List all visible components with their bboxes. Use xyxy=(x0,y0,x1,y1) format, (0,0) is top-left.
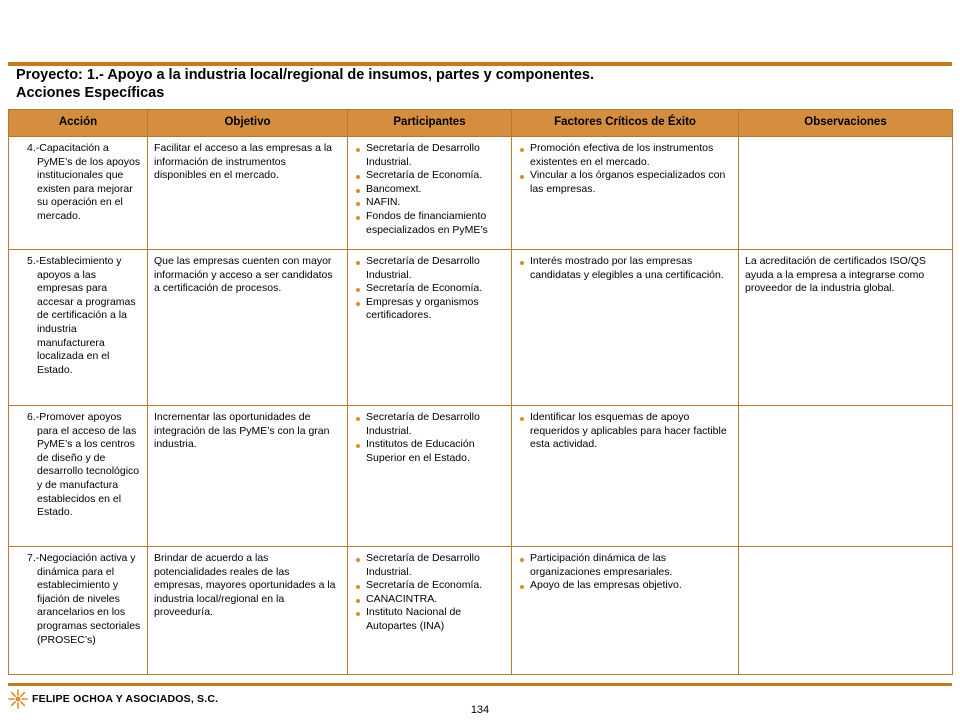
list-item: Empresas y organismos certificadores. xyxy=(366,296,505,323)
bullet-dot-icon xyxy=(520,558,524,562)
list-item: Secretaría de Economía. xyxy=(366,169,505,183)
column-header-factores: Factores Críticos de Éxito xyxy=(512,110,739,137)
observaciones-cell xyxy=(739,547,953,675)
bullet-dot-icon xyxy=(520,175,524,179)
accion-cell: 4.-Capacitación a PyME’s de los apoyos institucionales que existen para mejorar su operación en el mercado. xyxy=(9,137,148,250)
column-header-observaciones: Observaciones xyxy=(739,110,953,137)
bullet-dot-icon xyxy=(520,261,524,265)
section-subtitle: Acciones Específicas xyxy=(16,85,165,101)
participantes-cell xyxy=(348,137,512,250)
bullet-dot-icon xyxy=(356,444,360,448)
observaciones-cell xyxy=(739,137,953,250)
list-item: Participación dinámica de las organizaciones empresariales. xyxy=(530,552,732,579)
list-item: Secretaría de Desarrollo Industrial. xyxy=(366,142,505,169)
bullet-dot-icon xyxy=(520,417,524,421)
participantes-cell xyxy=(348,406,512,547)
list-item: Secretaría de Economía. xyxy=(366,282,505,296)
objetivo-cell: Que las empresas cuenten con mayor información y acceso a ser candidatos a certificación de procesos. xyxy=(148,250,348,406)
bullet-dot-icon xyxy=(356,202,360,206)
list-item: Identificar los esquemas de apoyo requeridos y aplicables para hacer factible esta actividad. xyxy=(530,411,732,452)
table-row xyxy=(9,250,953,406)
bullet-dot-icon xyxy=(356,417,360,421)
accion-cell: 6.-Promover apoyos para el acceso de las PyME’s a los centros de diseño y de desarrollo tecnológico y de manufactura establecidos en el Estado. xyxy=(9,406,148,547)
table-header-row xyxy=(9,110,953,137)
column-header-objetivo: Objetivo xyxy=(148,110,348,137)
page-title xyxy=(16,66,594,102)
bullet-dot-icon xyxy=(356,599,360,603)
bullet-dot-icon xyxy=(356,302,360,306)
factores-cell xyxy=(512,137,739,250)
list-item: CANACINTRA. xyxy=(366,593,505,607)
participantes-cell xyxy=(348,547,512,675)
bullet-dot-icon xyxy=(356,585,360,589)
bullet-dot-icon xyxy=(356,261,360,265)
accion-cell: 5.-Establecimiento y apoyos a las empresas para accesar a programas de certificación a la industria manufacturera localizada en el Estado. xyxy=(9,250,148,406)
list-item: Promoción efectiva de los instrumentos existentes en el mercado. xyxy=(530,142,732,169)
bullet-dot-icon xyxy=(356,216,360,220)
bullet-dot-icon xyxy=(356,189,360,193)
list-item: Secretaría de Economía. xyxy=(366,579,505,593)
bullet-dot-icon xyxy=(356,288,360,292)
observaciones-cell xyxy=(739,406,953,547)
project-title: Proyecto: 1.- Apoyo a la industria local/regional de insumos, partes y componentes. xyxy=(16,67,594,83)
objetivo-cell: Brindar de acuerdo a las potencialidades reales de las empresas, mayores oportunidades a la industria local/regional en la proveeduría. xyxy=(148,547,348,675)
column-header-accion: Acción xyxy=(9,110,148,137)
list-item: NAFIN. xyxy=(366,196,505,210)
list-item: Vincular a los órganos especializados con las empresas. xyxy=(530,169,732,196)
bullet-dot-icon xyxy=(356,558,360,562)
factores-cell xyxy=(512,547,739,675)
list-item: Fondos de financiamiento especializados en PyME’s xyxy=(366,210,505,237)
accion-cell: 7.-Negociación activa y dinámica para el establecimiento y fijación de niveles arancelarios en los programas sectoriales (PROSEC’s) xyxy=(9,547,148,675)
bullet-dot-icon xyxy=(356,175,360,179)
observaciones-cell: La acreditación de certificados ISO/QS ayuda a la empresa a integrarse como proveedor de la industria global. xyxy=(739,250,953,406)
table-row xyxy=(9,547,953,675)
bottom-rule xyxy=(8,683,952,686)
objetivo-cell: Incrementar las oportunidades de integración de las PyME’s con la gran industria. xyxy=(148,406,348,547)
list-item: Secretaría de Desarrollo Industrial. xyxy=(366,255,505,282)
bullet-dot-icon xyxy=(356,148,360,152)
company-name: FELIPE OCHOA Y ASOCIADOS, S.C. xyxy=(32,693,219,705)
column-header-participantes: Participantes xyxy=(348,110,512,137)
page-number: 134 xyxy=(470,704,490,716)
factores-cell xyxy=(512,250,739,406)
list-item: Secretaría de Desarrollo Industrial. xyxy=(366,552,505,579)
actions-table xyxy=(8,109,953,675)
list-item: Interés mostrado por las empresas candidatas y elegibles a una certificación. xyxy=(530,255,732,282)
bullet-dot-icon xyxy=(356,612,360,616)
list-item: Institutos de Educación Superior en el Estado. xyxy=(366,438,505,465)
list-item: Secretaría de Desarrollo Industrial. xyxy=(366,411,505,438)
participantes-cell xyxy=(348,250,512,406)
bullet-dot-icon xyxy=(520,148,524,152)
bullet-dot-icon xyxy=(520,585,524,589)
list-item: Instituto Nacional de Autopartes (INA) xyxy=(366,606,505,633)
list-item: Bancomext. xyxy=(366,183,505,197)
factores-cell xyxy=(512,406,739,547)
objetivo-cell: Facilitar el acceso a las empresas a la información de instrumentos disponibles en el mercado. xyxy=(148,137,348,250)
list-item: Apoyo de las empresas objetivo. xyxy=(530,579,732,593)
table-row xyxy=(9,406,953,547)
table-row xyxy=(9,137,953,250)
